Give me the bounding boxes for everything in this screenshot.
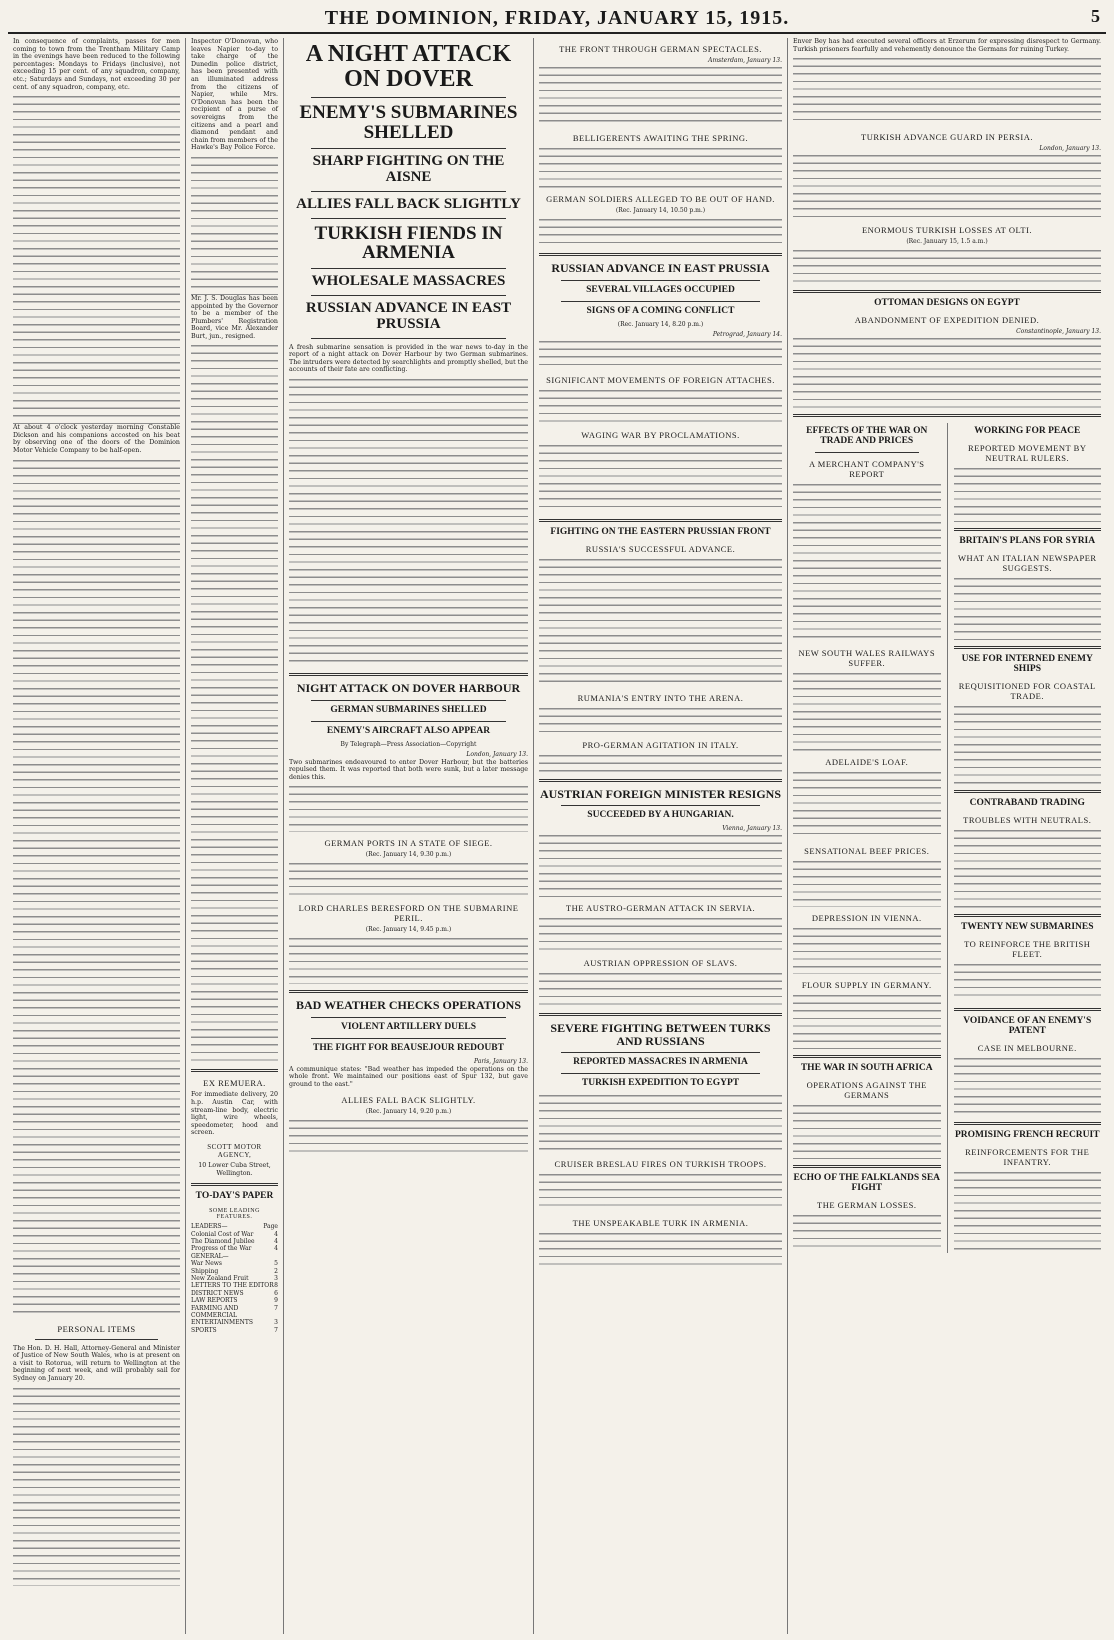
contents-item: Colonial Cost of War [191, 1230, 254, 1238]
headline: RUSSIAN ADVANCE IN EAST PRUSSIA [551, 261, 770, 275]
divider [289, 990, 528, 993]
headline: PROMISING FRENCH RECRUIT [954, 1129, 1100, 1140]
section-heading: FLOUR SUPPLY IN GERMANY. [801, 980, 932, 991]
received-time: (Rec. January 14, 10.50 p.m.) [615, 207, 706, 214]
headline: ALLIES FALL BACK SLIGHTLY [296, 195, 521, 212]
divider [191, 1069, 278, 1072]
divider [561, 1052, 760, 1053]
text-block [539, 217, 782, 247]
dateline: Vienna, January 13. [722, 825, 782, 833]
text-block [793, 1213, 941, 1253]
contents-item: LETTERS TO THE EDITOR [191, 1282, 274, 1290]
contents-page: 3 [274, 1319, 278, 1327]
divider [954, 1008, 1102, 1011]
section-heading: THE AUSTRO-GERMAN ATTACK IN SERVIA. [565, 903, 756, 914]
text-block [539, 1231, 782, 1271]
ad-company: SCOTT MOTOR AGENCY, [207, 1143, 262, 1160]
main-headline: A NIGHT ATTACK ON DOVER [305, 41, 512, 93]
divider [35, 1339, 158, 1340]
column-1 [8, 38, 186, 1634]
subheadline: TROUBLES WITH NEUTRALS. [963, 815, 1092, 825]
article-paragraph: A communique states: "Bad weather has impeded the operations on the whole front. We maintained our positions east of Spur 132, but gave ground to the east." [289, 1065, 528, 1089]
headline: RUSSIAN ADVANCE IN EAST PRUSSIA [305, 300, 512, 332]
section-heading: SIGNIFICANT MOVEMENTS OF FOREIGN ATTACHES. [546, 374, 775, 385]
section-heading: DEPRESSION IN VIENNA. [811, 913, 922, 924]
received-time: (Rec. January 15, 1.5 a.m.) [906, 238, 988, 246]
contents-page: 9 [274, 1297, 278, 1305]
text-block [793, 859, 941, 907]
subheadline: WHAT AN ITALIAN NEWSPAPER SUGGESTS. [957, 553, 1097, 574]
column-4 [534, 38, 788, 1634]
article-paragraph: At about 4 o'clock yesterday morning Constable Dickson and his companions accosted on his beat by observing one of the doors of the Dominion Motor Vehicle Company to be half-open. [13, 424, 180, 454]
contents-page: 4 [274, 1230, 278, 1238]
received-time: (Rec. January 14, 8.20 p.m.) [617, 320, 704, 328]
contents-page: 4 [274, 1238, 278, 1245]
subheadline: VIOLENT ARTILLERY DUELS [340, 1021, 476, 1032]
section-heading: PERSONAL ITEMS [57, 1323, 136, 1334]
text-block [954, 704, 1102, 784]
section-heading: LORD CHARLES BERESFORD ON THE SUBMARINE PERIL. [298, 903, 519, 924]
contents-page: Page [263, 1223, 278, 1231]
text-block [954, 1170, 1102, 1250]
contents-item: Progress of the War [191, 1245, 252, 1253]
divider [954, 790, 1102, 793]
contents-row [191, 1238, 278, 1245]
article-paragraph: In consequence of complaints, passes for men coming to town from the Trentham Military Camp in the evenings have been reduced to the following percentages: Mondays to Fridays (inclusive), not exceeding 15 per cent. of any squadron, company, etc.; Saturdays and Sundays, not exceeding 30 per cent. of any squadron, company, etc. [13, 38, 180, 91]
divider [311, 1017, 506, 1018]
received-time: (Rec. January 14, 9.45 p.m.) [365, 926, 452, 934]
divider [561, 805, 760, 806]
article-paragraph: Mr. J. S. Douglas has been appointed by the Governor to be a member of the Plumbers' Registration Board, vice Mr. Alexander Burt, jun., resigned. [191, 294, 278, 340]
contents-row [191, 1231, 278, 1238]
contents-page: 8 [274, 1282, 278, 1290]
text-block [539, 146, 782, 188]
contents-item: GENERAL— [191, 1252, 229, 1260]
text-block [539, 833, 782, 897]
headline: USE FOR INTERNED ENEMY SHIPS [961, 654, 1093, 675]
text-block [289, 377, 528, 667]
text-block [954, 962, 1102, 1002]
text-block [289, 936, 528, 984]
text-block [793, 993, 941, 1049]
text-block [793, 153, 1101, 219]
contents-page: 7 [274, 1326, 278, 1334]
subheadline: TURKISH EXPEDITION TO EGYPT [581, 1078, 740, 1089]
text-block [793, 336, 1101, 408]
headline: EFFECTS OF THE WAR ON TRADE AND PRICES [806, 426, 928, 447]
text-block [289, 1118, 528, 1158]
headline: CONTRABAND TRADING [969, 798, 1085, 809]
text-block [539, 65, 782, 127]
section-heading: ADELAIDE'S LOAF. [825, 757, 909, 768]
divider [954, 1122, 1102, 1125]
text-block [191, 155, 278, 295]
contents-page: 5 [274, 1260, 278, 1268]
subheadline: TO REINFORCE THE BRITISH FLEET. [964, 938, 1091, 959]
dateline: Amsterdam, January 13. [708, 57, 782, 64]
article-paragraph: Inspector O'Donovan, who leaves Napier to-day to take charge of the Dunedin police district, has been presented with an illuminated address from the citizens of Napier, while Mrs. O'Donovan has been the recipient of a purse of sovereigns from the citizens and a pearl and diamond pendant and chain from members of the Hawke's Bay Police Force. [191, 38, 278, 152]
contents-item: The Diamond Jubilee [191, 1238, 255, 1245]
contents-row [191, 1253, 278, 1260]
text-block [793, 56, 1101, 126]
text-block [793, 248, 1101, 284]
contents-item: SPORTS [191, 1326, 217, 1334]
contents-page: 6 [274, 1289, 278, 1297]
text-block [539, 916, 782, 952]
dateline: London, January 13. [466, 750, 528, 758]
subheadline: REPORTED MASSACRES IN ARMENIA [573, 1057, 748, 1068]
contents-list [191, 1223, 278, 1334]
masthead-title: THE DOMINION, FRIDAY, JANUARY 15, 1915. [324, 6, 790, 29]
section-heading: RUMANIA'S ENTRY INTO THE ARENA. [577, 692, 744, 703]
headline: AUSTRIAN FOREIGN MINISTER RESIGNS [539, 786, 782, 801]
text-block [539, 971, 782, 1007]
section-heading: NEW SOUTH WALES RAILWAYS SUFFER. [798, 648, 936, 669]
article-paragraph: Enver Bey has had executed several officers at Erzerum for expressing disrespect to Germany. Turkish prisoners fearfully and vehemently denounce the Germans for ruining Turkey. [793, 38, 1101, 53]
masthead [8, 4, 1106, 34]
divider [561, 280, 760, 281]
contents-item: New Zealand Fruit [191, 1275, 249, 1283]
divider [793, 414, 1101, 417]
headline: VOIDANCE OF AN ENEMY'S PATENT [963, 1015, 1092, 1036]
section-heading: ALLIES FALL BACK SLIGHTLY. [341, 1094, 476, 1105]
received-time: (Rec. January 14, 9.20 p.m.) [365, 1107, 452, 1115]
subcolumn-left [793, 423, 941, 1253]
section-heading: SENSATIONAL BEEF PRICES. [804, 846, 930, 857]
subheadline: SEVERAL VILLAGES OCCUPIED [586, 284, 735, 295]
text-block [539, 1172, 782, 1212]
contents-page: 7 [274, 1304, 278, 1312]
divider [815, 452, 919, 453]
text-block [13, 94, 180, 424]
text-block [289, 861, 528, 897]
text-block [954, 576, 1102, 640]
headline: SEVERE FIGHTING BETWEEN TURKS AND RUSSIANS [550, 1021, 771, 1048]
headline: TURKISH FIENDS IN ARMENIA [314, 222, 503, 264]
headline: BAD WEATHER CHECKS OPERATIONS [295, 998, 522, 1013]
divider [311, 338, 506, 339]
divider [561, 1073, 760, 1074]
text-block [793, 482, 941, 642]
headline: BRITAIN'S PLANS FOR SYRIA [959, 536, 1096, 547]
divider [954, 914, 1102, 917]
text-block [13, 1386, 180, 1586]
text-block [539, 443, 782, 513]
contents-row [191, 1297, 278, 1304]
subcolumn-right [954, 423, 1102, 1253]
divider [311, 191, 506, 192]
wire-credit: By Telegraph—Press Association—Copyright [340, 740, 477, 748]
column-rule [947, 423, 948, 1253]
subheadline: CASE IN MELBOURNE. [977, 1042, 1077, 1053]
text-block [539, 557, 782, 687]
subheadline: OPERATIONS AGAINST THE GERMANS [806, 1080, 927, 1101]
section-heading: BELLIGERENTS AWAITING THE SPRING. [572, 133, 749, 143]
dateline: Constantinople, January 13. [1016, 328, 1101, 336]
section-heading: THE FRONT THROUGH GERMAN SPECTACLES. [559, 44, 762, 54]
headline: WORKING FOR PEACE [974, 426, 1081, 437]
divider [311, 97, 506, 98]
subheadline: REINFORCEMENTS FOR THE INFANTRY. [965, 1146, 1090, 1167]
text-block [539, 388, 782, 424]
divider [539, 519, 782, 522]
section-heading: ABANDONMENT OF EXPEDITION DENIED. [854, 315, 1040, 326]
divider [311, 218, 506, 219]
text-block [954, 466, 1102, 522]
divider [539, 779, 782, 782]
text-block [191, 343, 278, 1063]
text-block [13, 458, 180, 1318]
subheadline: GERMAN SUBMARINES SHELLED [330, 704, 487, 715]
subheadline: THE FIGHT FOR BEAUSEJOUR REDOUBT [313, 1042, 504, 1053]
ad-heading: EX REMUERA. [203, 1078, 266, 1089]
divider [311, 148, 506, 149]
text-block [954, 828, 1102, 908]
headline: ECHO OF THE FALKLANDS SEA FIGHT [793, 1173, 941, 1194]
column-2 [186, 38, 284, 1634]
contents-item: ENTERTAINMENTS [191, 1319, 253, 1327]
divider [954, 646, 1102, 649]
ad-address: 10 Lower Cuba Street, Wellington. [198, 1162, 271, 1177]
todays-paper-heading: TO-DAY'S PAPER [195, 1191, 274, 1202]
section-heading: PRO-GERMAN AGITATION IN ITALY. [582, 739, 739, 750]
section-heading: WAGING WAR BY PROCLAMATIONS. [581, 429, 740, 440]
page-number: 5 [1091, 6, 1100, 26]
received-time: (Rec. January 14, 9.30 p.m.) [365, 851, 452, 859]
subheadline: REQUISITIONED FOR COASTAL TRADE. [958, 681, 1096, 702]
section-heading: GERMAN SOLDIERS ALLEGED TO BE OUT OF HAND. [546, 194, 775, 204]
text-block [954, 1056, 1102, 1116]
contents-item: DISTRICT NEWS [191, 1289, 244, 1297]
section-heading: TURKISH ADVANCE GUARD IN PERSIA. [861, 132, 1033, 143]
divider [954, 528, 1102, 531]
subheadline: SUCCEEDED BY A HUNGARIAN. [587, 810, 734, 821]
divider [311, 295, 506, 296]
text-block [793, 671, 941, 751]
headline: WHOLESALE MASSACRES [311, 273, 506, 290]
section-heading: GERMAN PORTS IN A STATE OF SIEGE. [324, 838, 493, 849]
contents-row [191, 1223, 278, 1230]
contents-row [191, 1305, 278, 1320]
divider [311, 721, 506, 722]
headline: FIGHTING ON THE EASTERN PRUSSIAN FRONT [550, 526, 771, 537]
section-heading: RUSSIA'S SUCCESSFUL ADVANCE. [585, 543, 736, 554]
headline: ENEMY'S SUBMARINES SHELLED [299, 102, 518, 144]
contents-row [191, 1319, 278, 1326]
contents-row [191, 1327, 278, 1334]
divider [793, 1165, 941, 1168]
section-heading: ENORMOUS TURKISH LOSSES AT OLTI. [861, 225, 1033, 236]
section-heading: CRUISER BRESLAU FIRES ON TURKISH TROOPS. [554, 1159, 767, 1170]
divider [191, 1183, 278, 1186]
contents-item: War News [191, 1260, 223, 1268]
divider [311, 268, 506, 269]
contents-item: FARMING AND COMMERCIAL [191, 1304, 239, 1320]
divider [311, 700, 506, 701]
contents-page: 4 [274, 1245, 278, 1253]
contents-item: LEADERS— [191, 1223, 228, 1231]
subheadline: ENEMY'S AIRCRAFT ALSO APPEAR [326, 725, 491, 736]
headline: THE WAR IN SOUTH AFRICA [800, 1063, 933, 1074]
headline: OTTOMAN DESIGNS ON EGYPT [874, 298, 1020, 309]
text-block [539, 753, 782, 773]
column-5 [788, 38, 1106, 1634]
text-block [539, 706, 782, 734]
divider [539, 1013, 782, 1016]
subheadline: REPORTED MOVEMENT BY NEUTRAL RULERS. [968, 443, 1087, 464]
contents-row [191, 1260, 278, 1267]
contents-page: 2 [274, 1267, 278, 1275]
section-heading: AUSTRIAN OPPRESSION OF SLAVS. [583, 958, 738, 969]
contents-row [191, 1245, 278, 1252]
subcolumns [793, 423, 1101, 1253]
article-paragraph: The Hon. D. H. Hall, Attorney-General and Minister of Justice of New South Wales, who is at present on a visit to Rotorua, will return to Wellington at the beginning of next week, and will probably sail for Sydney on January 20. [13, 1344, 180, 1382]
dateline: London, January 13. [1039, 145, 1101, 153]
divider [561, 301, 760, 302]
column-3 [284, 38, 534, 1634]
dateline: Paris, January 13. [473, 1057, 528, 1065]
ad-text: For immediate delivery, 20 h.p. Austin Car, with stream-line body, electric light, wire wheels, speedometer, hood and screen. [191, 1091, 278, 1137]
subheadline: SIGNS OF A COMING CONFLICT [586, 305, 735, 316]
contents-row [191, 1290, 278, 1297]
contents-row [191, 1275, 278, 1282]
text-block [793, 770, 941, 840]
text-block [289, 784, 528, 832]
todays-paper-subheading: SOME LEADING FEATURES. [209, 1208, 260, 1221]
contents-row [191, 1268, 278, 1275]
divider [539, 253, 782, 256]
divider [311, 1038, 506, 1039]
subheadline: A MERCHANT COMPANY'S REPORT [809, 459, 925, 480]
headline: SHARP FIGHTING ON THE AISNE [312, 153, 505, 185]
contents-item: Shipping [191, 1267, 219, 1275]
contents-item: LAW REPORTS [191, 1297, 238, 1305]
headline: TWENTY NEW SUBMARINES [961, 922, 1094, 932]
article-paragraph: Two submarines endeavoured to enter Dover Harbour, but the batteries repulsed them. It was reported that both were sunk, but a later message denies this. [289, 758, 528, 781]
summary-paragraph: A fresh submarine sensation is provided in the war news to-day in the report of a night attack on Dover Harbour by two German submarines. The intruders were detected by searchlights and promptly shelled, but the accounts of their fate are conflicting. [289, 343, 528, 374]
divider [289, 673, 528, 676]
headline: NIGHT ATTACK ON DOVER HARBOUR [296, 681, 521, 695]
contents-page: 3 [274, 1275, 278, 1283]
text-block [539, 1093, 782, 1153]
text-block [793, 926, 941, 974]
text-block [539, 339, 782, 369]
contents-row [191, 1282, 278, 1289]
divider [793, 290, 1101, 293]
subheadline: THE GERMAN LOSSES. [817, 1200, 917, 1210]
dateline: Petrograd, January 14. [712, 330, 782, 338]
text-block [793, 1103, 941, 1159]
divider [793, 1055, 941, 1058]
section-heading: THE UNSPEAKABLE TURK IN ARMENIA. [572, 1218, 749, 1229]
